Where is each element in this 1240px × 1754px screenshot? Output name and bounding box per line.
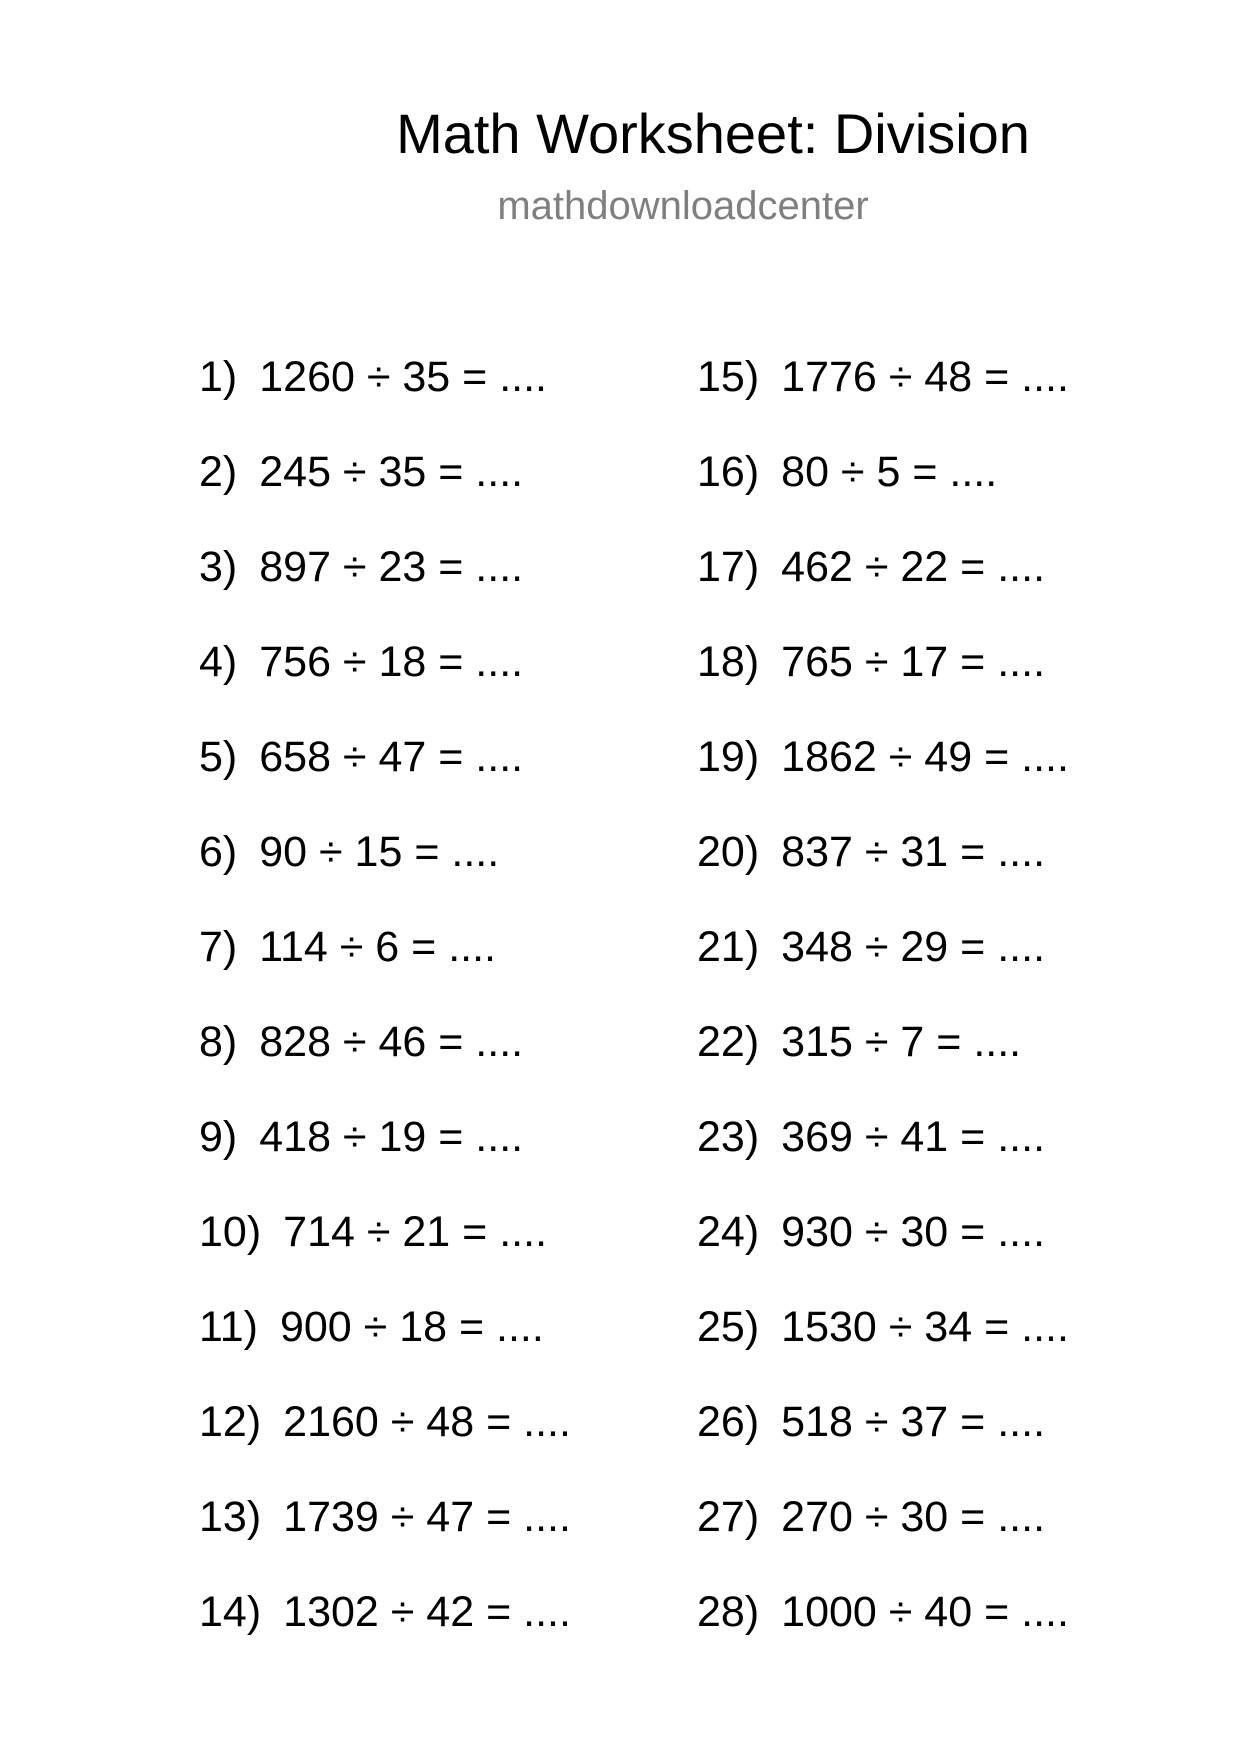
problem-expression: 462 ÷ 22 = .... [781,543,1046,591]
problem-number: 24) [697,1208,760,1256]
problem-number: 28) [697,1588,760,1636]
problem-number: 11) [199,1303,258,1351]
problem-list [0,352,1240,1652]
problem-expression: 828 ÷ 46 = .... [259,1018,524,1066]
problem-expression: 80 ÷ 5 = .... [781,448,998,496]
problem-item [697,1207,1069,1302]
problem-item [697,447,1069,542]
problem-expression: 1739 ÷ 47 = .... [283,1493,571,1541]
problem-item [199,1397,571,1492]
problem-number: 1) [199,353,238,401]
problem-number: 3) [199,543,238,591]
worksheet-title-text: Math Worksheet: Division [396,102,1030,165]
problem-expression: 2160 ÷ 48 = .... [283,1398,571,1446]
problem-expression: 418 ÷ 19 = .... [259,1113,524,1161]
problem-item [697,1017,1069,1112]
problem-item [697,1397,1069,1492]
problem-expression: 756 ÷ 18 = .... [259,638,524,686]
problem-expression: 837 ÷ 31 = .... [781,828,1046,876]
problem-expression: 245 ÷ 35 = .... [259,448,524,496]
problem-number: 16) [697,448,760,496]
problem-item [199,1492,571,1587]
problem-expression: 114 ÷ 6 = .... [259,923,496,971]
problem-item [697,1302,1069,1397]
problem-expression: 1260 ÷ 35 = .... [259,353,548,401]
problem-item [199,1207,571,1302]
problem-expression: 714 ÷ 21 = .... [283,1208,548,1256]
problem-item [697,1112,1069,1207]
problem-item [199,1017,571,1112]
problem-number: 12) [199,1398,262,1446]
worksheet-subtitle [0,181,1240,231]
problem-expression: 765 ÷ 17 = .... [781,638,1046,686]
problem-item [697,542,1069,637]
problem-item [697,1587,1069,1682]
problem-number: 17) [697,543,760,591]
problem-number: 22) [697,1018,760,1066]
worksheet-title [0,98,1240,170]
problem-number: 5) [199,733,238,781]
problem-item [199,827,571,922]
problem-number: 13) [199,1493,262,1541]
problem-number: 9) [199,1113,238,1161]
problem-expression: 1302 ÷ 42 = .... [283,1588,571,1636]
problem-expression: 348 ÷ 29 = .... [781,923,1046,971]
problem-item [697,1492,1069,1587]
problem-number: 15) [697,353,760,401]
problem-expression: 1530 ÷ 34 = .... [781,1303,1069,1351]
problem-item [199,1587,571,1682]
problem-number: 26) [697,1398,760,1446]
problem-expression: 369 ÷ 41 = .... [781,1113,1046,1161]
problem-item [199,1302,571,1397]
problem-item [697,352,1069,447]
problem-item [199,542,571,637]
problem-number: 21) [697,923,760,971]
problem-expression: 1776 ÷ 48 = .... [781,353,1069,401]
problem-expression: 658 ÷ 47 = .... [259,733,524,781]
problem-expression: 897 ÷ 23 = .... [259,543,524,591]
problem-number: 8) [199,1018,238,1066]
problem-item [199,732,571,827]
problem-item [697,732,1069,827]
problem-number: 4) [199,638,238,686]
problem-expression: 518 ÷ 37 = .... [781,1398,1046,1446]
problem-column-left [199,352,571,1682]
problem-item [199,1112,571,1207]
problem-number: 20) [697,828,760,876]
problem-number: 6) [199,828,238,876]
problem-number: 10) [199,1208,262,1256]
problem-item [199,637,571,732]
problem-item [199,447,571,542]
problem-number: 19) [697,733,760,781]
problem-item [697,827,1069,922]
problem-number: 2) [199,448,238,496]
problem-number: 14) [199,1588,262,1636]
problem-expression: 1000 ÷ 40 = .... [781,1588,1069,1636]
problem-item [697,922,1069,1017]
problem-expression: 90 ÷ 15 = .... [259,828,500,876]
problem-item [697,637,1069,732]
problem-number: 25) [697,1303,760,1351]
problem-expression: 270 ÷ 30 = .... [781,1493,1046,1541]
problem-number: 23) [697,1113,760,1161]
worksheet-subtitle-text: mathdownloadcenter [497,184,869,228]
problem-number: 18) [697,638,760,686]
problem-expression: 315 ÷ 7 = .... [781,1018,1022,1066]
problem-item [199,352,571,447]
problem-expression: 900 ÷ 18 = .... [279,1303,544,1351]
problem-expression: 1862 ÷ 49 = .... [781,733,1069,781]
problem-item [199,922,571,1017]
problem-number: 27) [697,1493,760,1541]
problem-expression: 930 ÷ 30 = .... [781,1208,1046,1256]
problem-number: 7) [199,923,238,971]
problem-column-right [697,352,1069,1682]
